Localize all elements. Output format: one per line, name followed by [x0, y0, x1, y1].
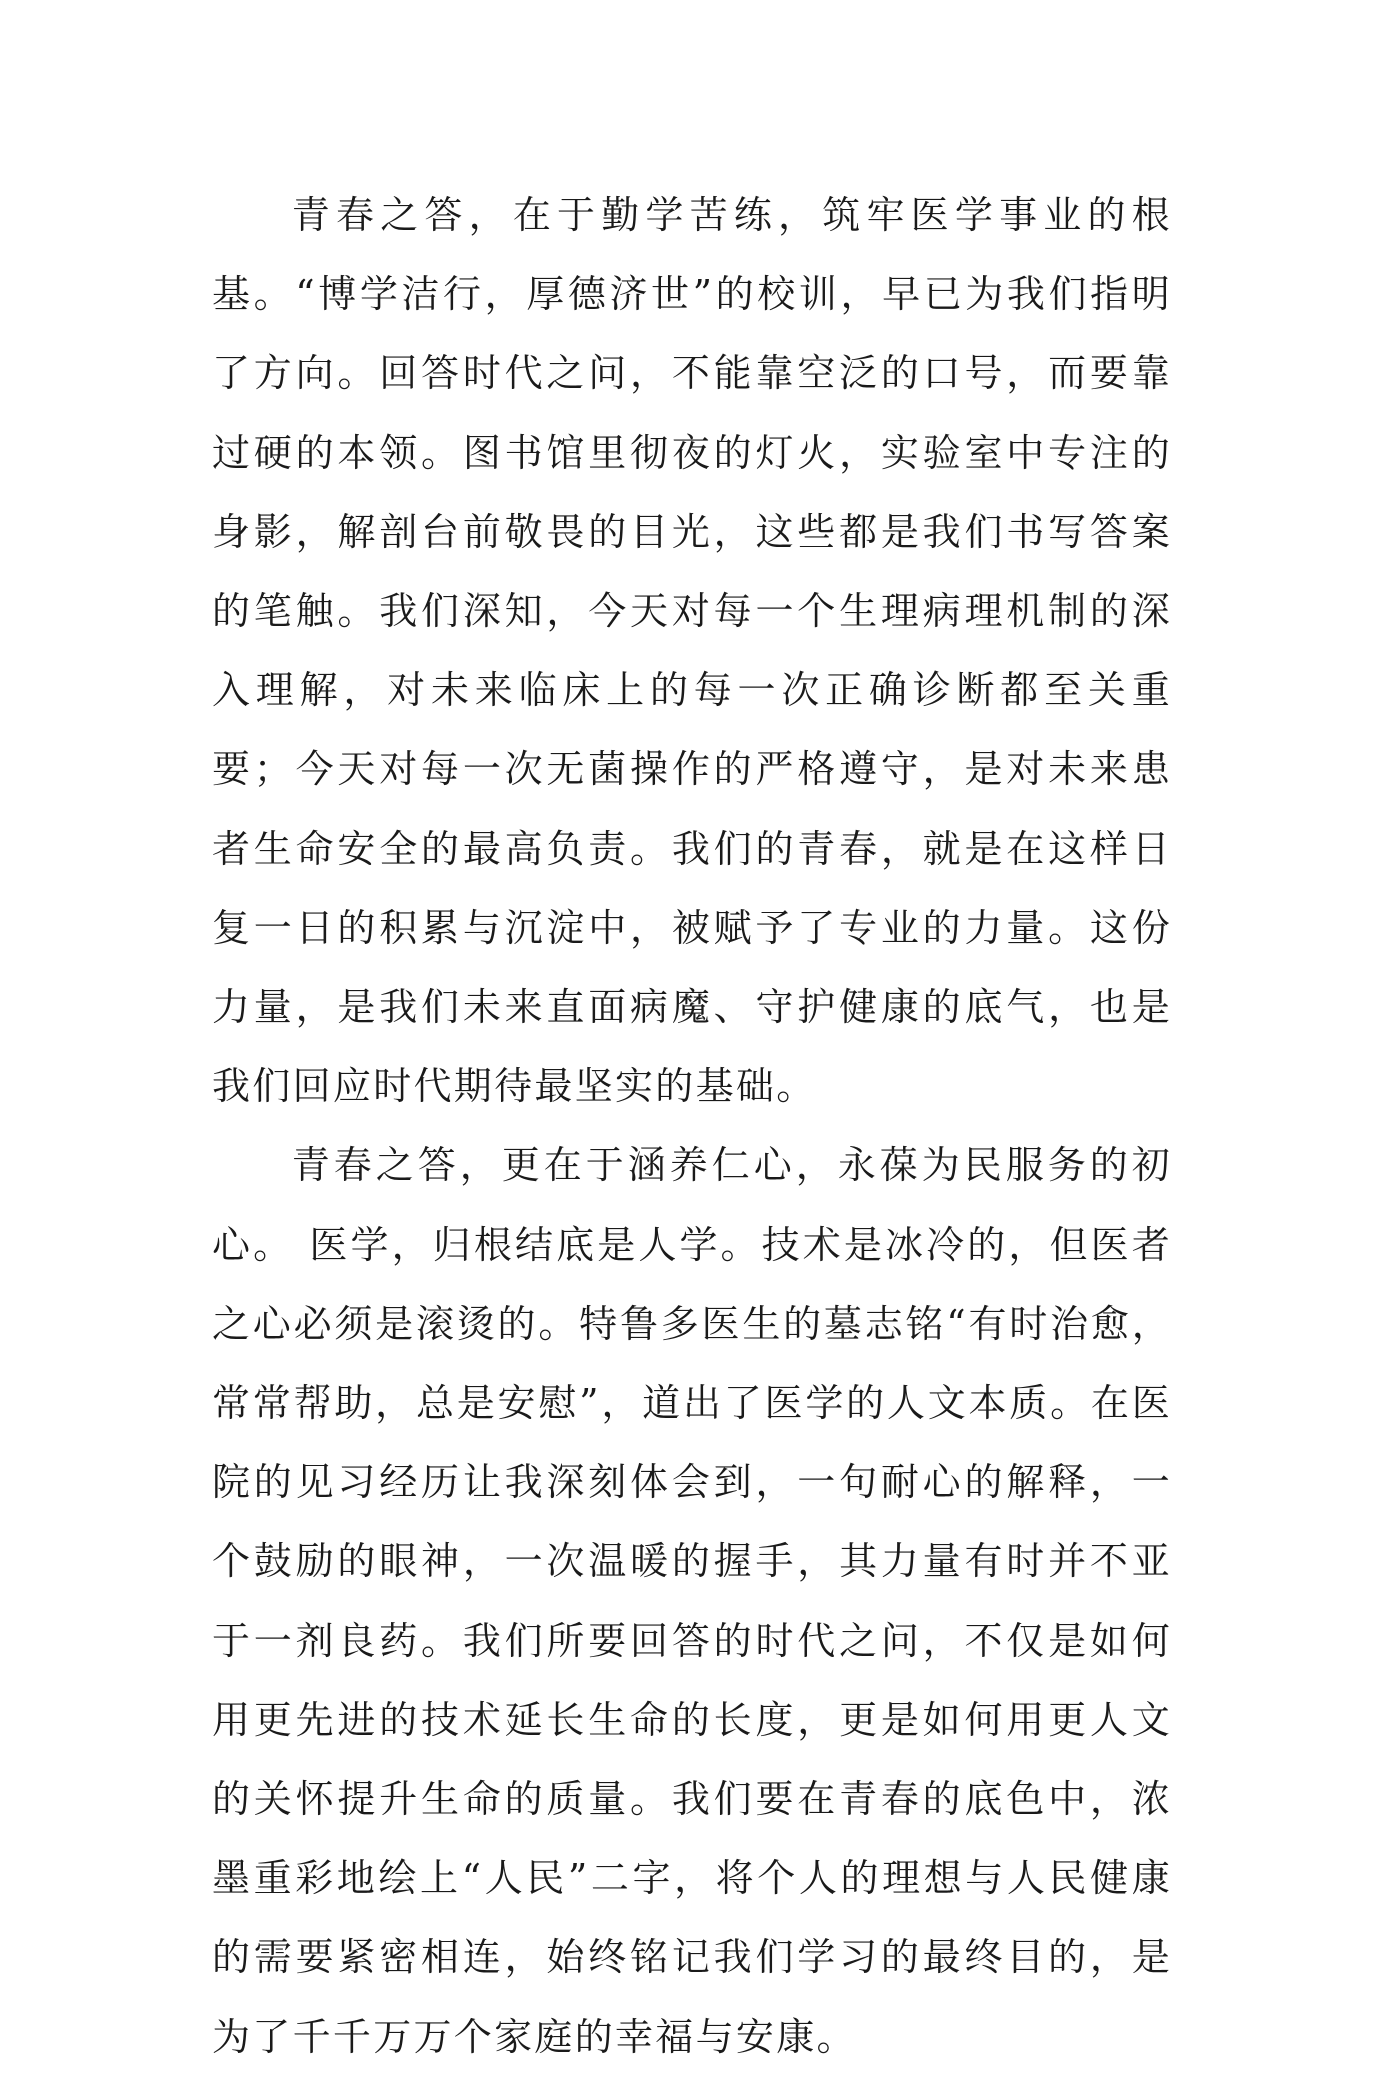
- document-body: [212, 176, 1172, 2077]
- paragraph-diligent-study: 青春之答，在于勤学苦练，筑牢医学事业的根基。“博学洁行，厚德济世”的校训，早已为我们指明了方向。回答时代之问，不能靠空泛的口号，而要靠过硬的本领。图书馆里彻夜的灯火，实验室中专注的身影，解剖台前敬畏的目光，这些都是我们书写答案的笔触。我们深知，今天对每一个生理病理机制的深入理解，对未来临床上的每一次正确诊断都至关重要；今天对每一次无菌操作的严格遵守，是对未来患者生命安全的最高负责。我们的青春，就是在这样日复一日的积累与沉淀中，被赋予了专业的力量。这份力量，是我们未来直面病魔、守护健康的底气，也是我们回应时代期待最坚实的基础。: [212, 193, 1172, 1109]
- paragraph-benevolent-heart: 青春之答，更在于涵养仁心，永葆为民服务的初心。 医学，归根结底是人学。技术是冰冷的，但医者之心必须是滚烫的。特鲁多医生的墓志铭“有时治愈，常常帮助，总是安慰”，道出了医学的人文本质。在医院的见习经历让我深刻体会到，一句耐心的解释，一个鼓励的眼神，一次温暖的握手，其力量有时并不亚于一剂良药。我们所要回答的时代之问，不仅是如何用更先进的技术延长生命的长度，更是如何用更人文的关怀提升生命的质量。我们要在青春的底色中，浓墨重彩地绘上“人民”二字，将个人的理想与人民健康的需要紧密相连，始终铭记我们学习的最终目的，是为了千千万万个家庭的幸福与安康。: [212, 1143, 1172, 2059]
